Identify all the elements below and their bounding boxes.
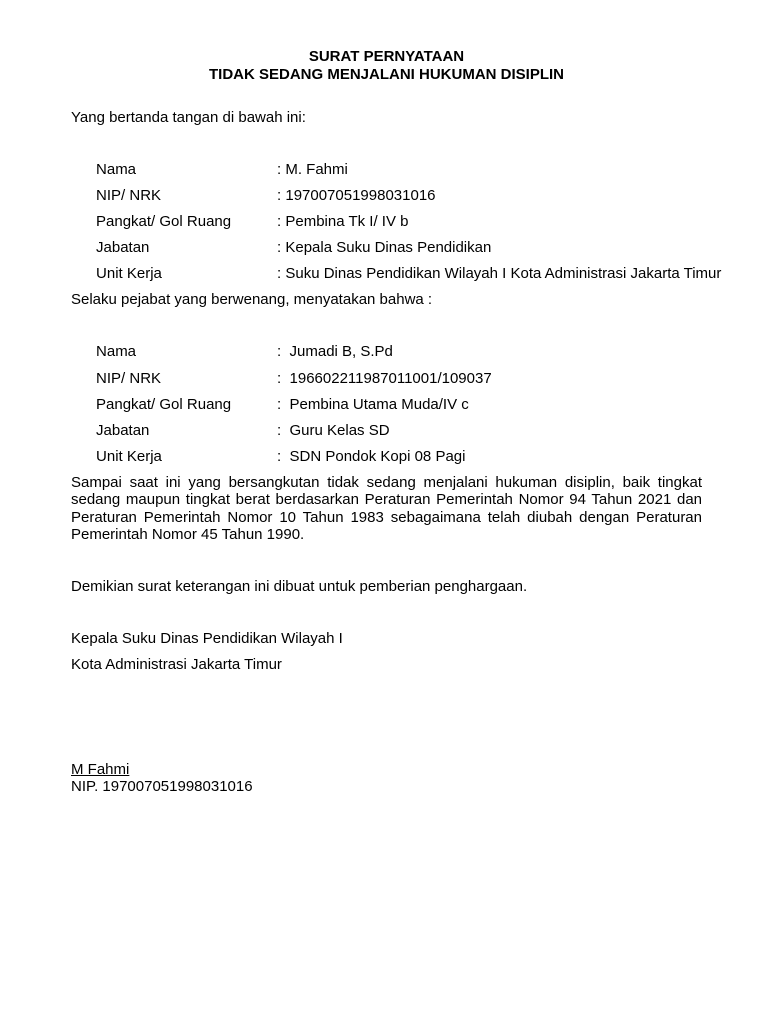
field-value: : SDN Pondok Kopi 08 Pagi <box>277 448 466 466</box>
signatory-position-line-2: Kota Administrasi Jakarta Timur <box>71 656 282 673</box>
document-title <box>71 48 702 84</box>
signatory-position-line-1: Kepala Suku Dinas Pendidikan Wilayah I <box>71 630 343 647</box>
closing-sentence: Demikian surat keterangan ini dibuat untuk pemberian penghargaan. <box>71 578 528 595</box>
field-label: Jabatan <box>96 421 150 439</box>
field-value: : M. Fahmi <box>277 161 348 178</box>
field-value: : Kepala Suku Dinas Pendidikan <box>277 239 492 256</box>
field-row <box>71 313 731 361</box>
field-value: : Guru Kelas SD <box>277 421 390 439</box>
field-label: Pangkat/ Gol Ruang <box>96 395 232 413</box>
field-value: : Suku Dinas Pendidikan Wilayah I Kota Administrasi Jakarta Timur <box>277 265 722 282</box>
field-label: NIP/ NRK <box>96 187 162 204</box>
signature-block <box>71 761 253 795</box>
signatory-nip: NIP. 197007051998031016 <box>71 778 253 795</box>
title-line-1: SURAT PERNYATAAN <box>308 48 465 65</box>
field-value: : 196602211987011001/109037 <box>277 369 492 387</box>
field-value: : Jumadi B, S.Pd <box>277 343 393 361</box>
signatory-position <box>71 626 343 678</box>
field-row <box>71 131 731 178</box>
field-label: Nama <box>96 343 137 361</box>
field-value: : Pembina Tk I/ IV b <box>277 213 409 230</box>
subject-section <box>71 287 731 466</box>
field-value: : 197007051998031016 <box>277 187 436 204</box>
field-label: Unit Kerja <box>96 448 162 466</box>
field-label: NIP/ NRK <box>96 369 162 387</box>
field-value: : Pembina Utama Muda/IV c <box>277 395 469 413</box>
field-label: Pangkat/ Gol Ruang <box>96 213 232 230</box>
statement-paragraph: Sampai saat ini yang bersangkutan tidak sedang menjalani hukuman disiplin, baik tingkat sedang maupun tingkat berat berdasarkan Peraturan Pemerintah Nomor 94 Tahun 2021 dan Peraturan Pemerintah Nomor 10 Tahun 1983 sebagaimana telah diubah dengan Peraturan Pemerintah Nomor 45 Tahun 1990. <box>71 474 702 544</box>
subject-intro: Selaku pejabat yang berwenang, menyatakan bahwa : <box>71 291 433 308</box>
title-line-2: TIDAK SEDANG MENJALANI HUKUMAN DISIPLIN <box>208 66 564 83</box>
field-label: Nama <box>96 161 137 178</box>
field-label: Unit Kerja <box>96 265 162 282</box>
declarer-section <box>71 105 731 282</box>
declarer-intro: Yang bertanda tangan di bawah ini: <box>71 109 306 126</box>
signatory-name: M Fahmi <box>71 761 130 778</box>
field-label: Jabatan <box>96 239 150 256</box>
